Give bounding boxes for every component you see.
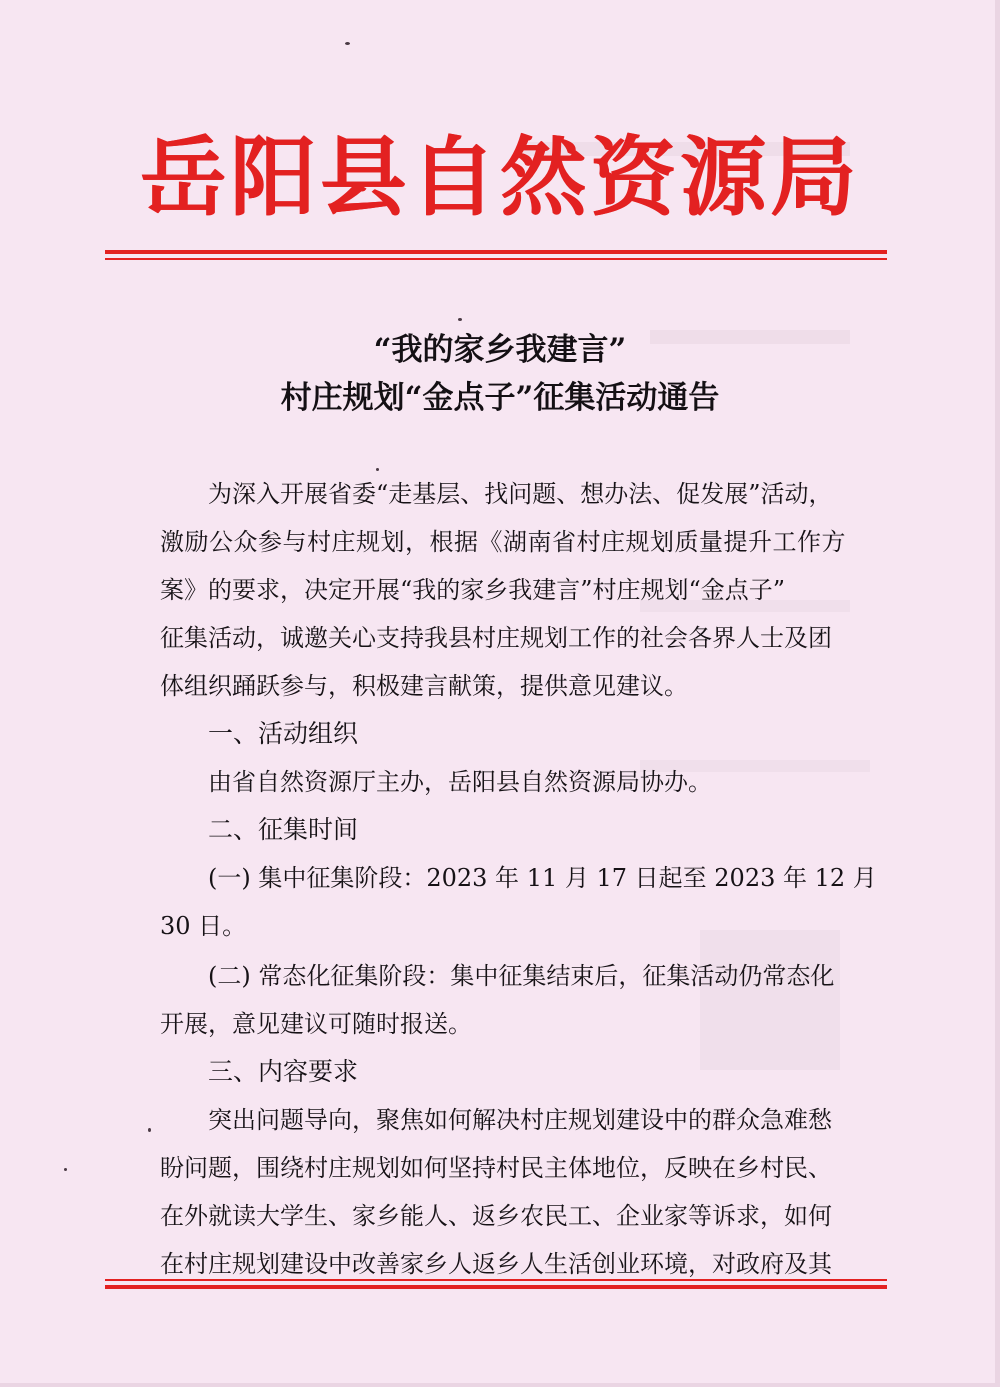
footer-rule-thick [105, 1285, 887, 1289]
page-edge-bottom [0, 1383, 1000, 1387]
section-heading-content: 三、内容要求 [208, 1057, 359, 1086]
section-heading-organization: 一、活动组织 [208, 719, 359, 748]
content-line: 盼问题，围绕村庄规划如何坚持村民主体地位，反映在乡村民、 [160, 1154, 832, 1182]
time-item-2-line1: (二) 常态化征集阶段：集中征集结束后，征集活动仍常态化 [208, 962, 835, 990]
content-line: 在村庄规划建设中改善家乡人返乡人生活创业环境，对政府及其 [160, 1250, 832, 1278]
intro-line: 案》的要求，决定开展“我的家乡我建言”村庄规划“金点子” [160, 576, 786, 604]
letterhead: 岳阳县自然资源局 [140, 128, 860, 228]
scan-speck [458, 318, 462, 321]
intro-line: 为深入开展省委“走基层、找问题、想办法、促发展”活动， [208, 480, 833, 508]
notice-title-line2: 村庄规划“金点子”征集活动通告 [280, 380, 720, 416]
letterhead-rule-thin [105, 258, 887, 260]
content-line: 在外就读大学生、家乡能人、返乡农民工、企业家等诉求，如何 [160, 1202, 832, 1230]
letterhead-rule-thick [105, 250, 887, 254]
section-heading-time: 二、征集时间 [208, 815, 359, 844]
scan-speck [64, 1168, 67, 1171]
time-item-1-line1: (一) 集中征集阶段：2023 年 11 月 17 日起至 2023 年 12 月 [208, 864, 877, 892]
section-text-organization: 由省自然资源厅主办，岳阳县自然资源局协办。 [208, 768, 712, 796]
scan-speck [148, 1128, 151, 1132]
notice-title-line1: “我的家乡我建言” [373, 332, 627, 368]
content-line: 突出问题导向，聚焦如何解决村庄规划建设中的群众急难愁 [208, 1106, 832, 1134]
intro-line: 体组织踊跃参与，积极建言献策，提供意见建议。 [160, 672, 688, 700]
footer-rule-thin [105, 1279, 887, 1281]
scan-speck [345, 42, 350, 45]
time-item-2-line2: 开展，意见建议可随时报送。 [160, 1010, 472, 1038]
scan-speck [376, 468, 379, 471]
time-item-1-line2: 30 日。 [160, 912, 247, 940]
intro-line: 激励公众参与村庄规划，根据《湖南省村庄规划质量提升工作方 [160, 528, 846, 556]
intro-line: 征集活动，诚邀关心支持我县村庄规划工作的社会各界人士及团 [160, 624, 832, 652]
